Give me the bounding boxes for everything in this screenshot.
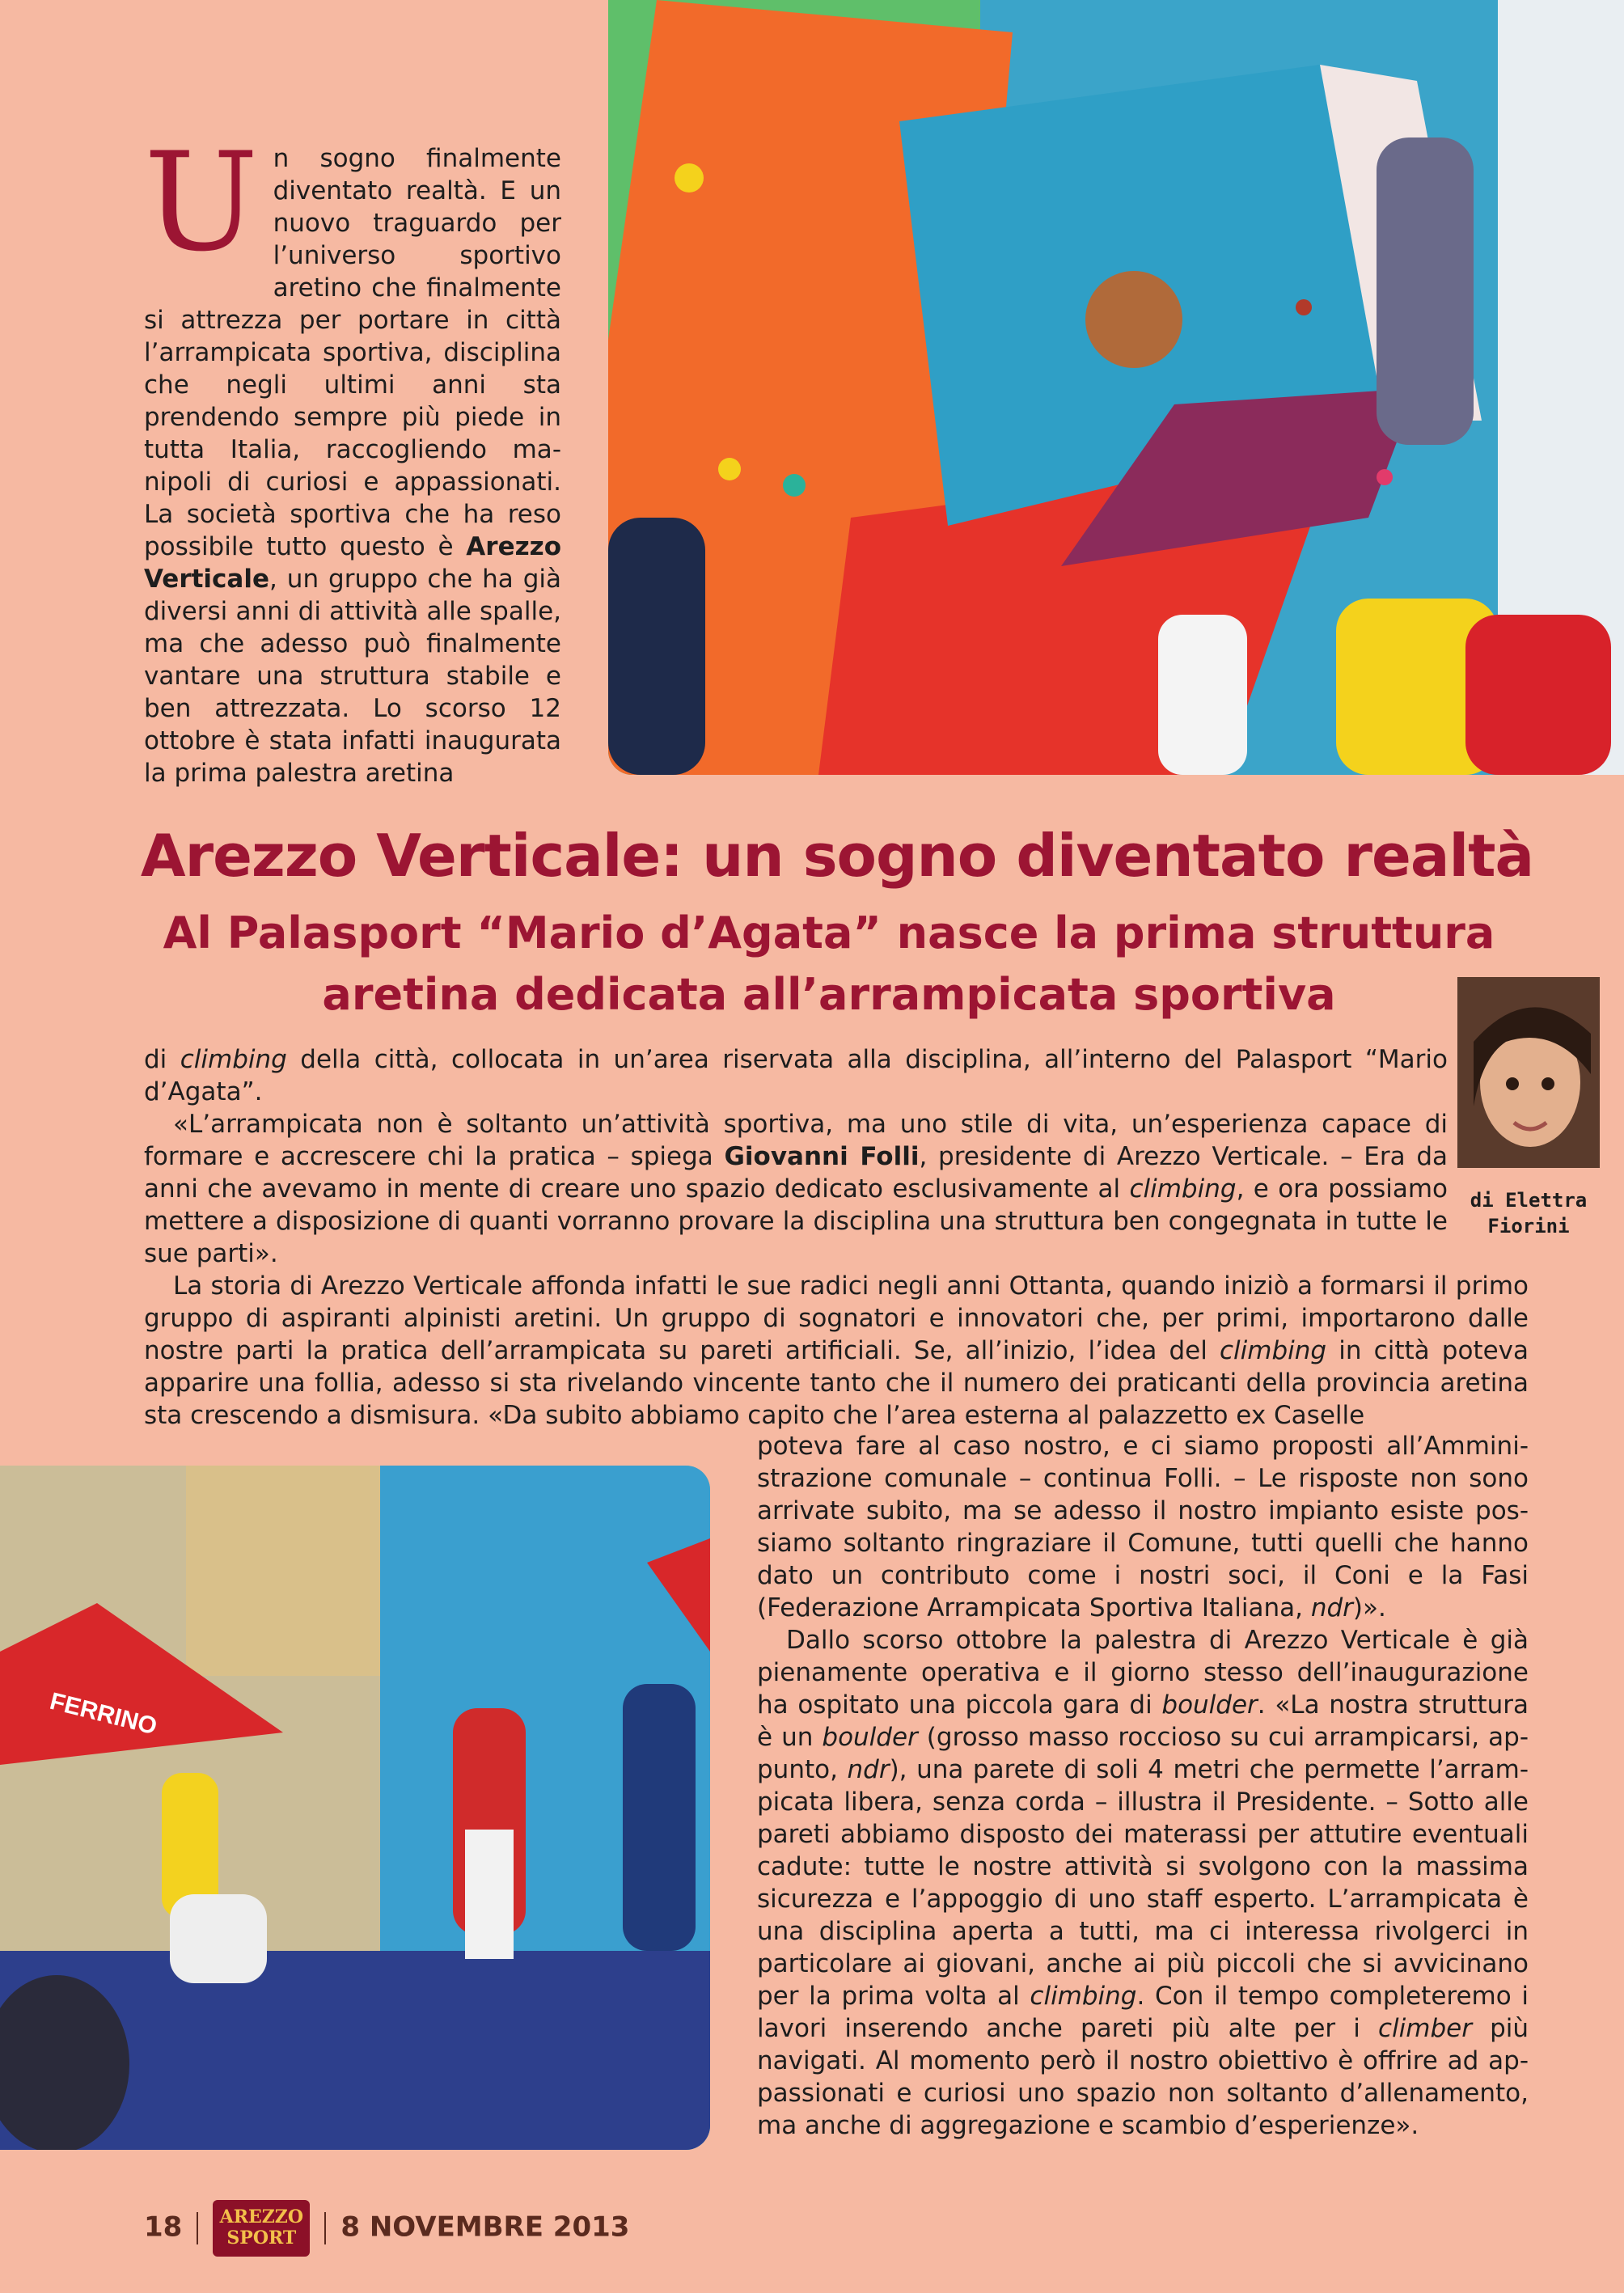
intro-text: n sogno finalmente diventato realtà. E un nuovo traguardo per l’universo sportivo aretino che finalmente si attrezza per portare in città l’arrampicata sportiva, disciplina che negli ultimi anni sta prendendo sempre più piede in tutta Italia, raccogliendo manipoli di curiosi e appassionati. La società sportiva che ha reso possibile tutto questo è [144, 144, 561, 561]
president-name: Giovanni Folli [724, 1142, 920, 1171]
footer-divider [324, 2212, 326, 2244]
text-run-italic: boulder [822, 1723, 918, 1752]
text-run-italic: climbing [180, 1045, 287, 1074]
body-text-block-3 [757, 1430, 1529, 2142]
byline [1448, 1187, 1609, 1239]
text-run-italic: ndr [1310, 1593, 1353, 1622]
drop-cap: U [144, 123, 259, 281]
body-text-block-1 [144, 1043, 1448, 1270]
subheadline [121, 903, 1537, 1026]
text-run: più navigati. Al momento però il nostro obiettivo è offrire ad appassionati e curiosi uno spazio non soltanto d’allenamento, ma anche di aggregazione e scambio d’esperienze». [757, 2014, 1529, 2140]
text-run: )». [1352, 1593, 1386, 1622]
paragraph-4 [757, 1430, 1529, 1624]
paragraph-2 [144, 1108, 1448, 1270]
subheadline-line-1: Al Palasport “Mario d’Agata” nasce la prima struttura [163, 907, 1495, 958]
text-run-italic: climbing [1129, 1174, 1237, 1204]
issue-date: 8 NOVEMBRE 2013 [340, 2211, 630, 2244]
text-run: La storia di Arezzo Verticale affonda infatti le sue radici negli anni Ottanta, quando iniziò a formarsi il primo gruppo di aspiranti alpinisti aretini. Un gruppo di sognatori e innovatori che, per primi, importarono dalle nostre parti la pratica dell’arrampicata su pareti artificiali. Se, all’inizio, l’idea del [144, 1271, 1529, 1365]
text-run: in città poteva apparire una follia, adesso si sta rivelando vincente tanto che il numero dei praticanti della provincia aretina sta crescendo a dismisura. «Da subito abbiamo capito che l’area esterna al palazzetto ex Caselle [144, 1336, 1529, 1430]
text-run-italic: ndr [847, 1755, 890, 1784]
text-run: . «La nostra struttura è un [757, 1690, 1529, 1752]
text-run-italic: climbing [1220, 1336, 1327, 1365]
inauguration-illustration [0, 1466, 710, 2150]
text-run-italic: climber [1377, 2014, 1472, 2043]
climbing-wall-photo [608, 0, 1624, 775]
logo-line-2: SPORT [226, 2227, 297, 2249]
magazine-logo [213, 2200, 310, 2257]
text-run: (grosso masso roccioso su cui arrampicarsi, appunto, [757, 1723, 1529, 1784]
text-run-italic: boulder [1161, 1690, 1258, 1720]
byline-line-2: Fiorini [1487, 1215, 1570, 1237]
subheadline-line-2: aretina dedicata all’arrampicata sportiva [322, 969, 1336, 1020]
climbing-wall-illustration [608, 0, 1624, 775]
page-number: 18 [144, 2211, 183, 2244]
body-text-block-2 [144, 1270, 1529, 1432]
inauguration-photo [0, 1466, 710, 2150]
logo-line-1: AREZZO [219, 2206, 304, 2227]
text-run: della città, collocata in un’area riservata alla disciplina, all’interno del Palasport “Mario d’Agata”. [144, 1045, 1448, 1106]
club-name: Arezzo Verticale [144, 532, 561, 594]
text-run: poteva fare al caso nostro, e ci siamo proposti all’Amministrazione comunale – continua Folli. – Le risposte non sono arrivate subito, ma se adesso il nostro impianto esiste possiamo soltanto ringraziare il Comune, tutti quelli che hanno dato un contributo come i nostri soci, il Coni e la Fasi (Federazione Arrampicata Sportiva Italiana, [757, 1432, 1529, 1622]
headline: Arezzo Verticale: un sogno diventato realtà [140, 822, 1534, 890]
author-portrait [1457, 977, 1600, 1168]
footer-divider [197, 2212, 198, 2244]
intro-column [144, 123, 561, 789]
text-run: «L’arrampicata non è soltanto un’attività sportiva, ma uno stile di vita, un’esperienza capace di formare e accrescere chi la pratica – spiega [144, 1110, 1448, 1171]
paragraph-5 [757, 1624, 1529, 2142]
text-run: Dallo scorso ottobre la palestra di Arezzo Verticale è già pienamente operativa e il giorno stesso dell’inaugurazione ha ospitato una piccola gara di [757, 1626, 1529, 1720]
text-run: ), una parete di soli 4 metri che permette l’arrampicata libera, senza corda – illustra il Presidente. – Sotto alle pareti abbiamo disposto dei materassi per attutire eventuali cadute: tutte le nostre attività si svolgono con la massima sicurezza e l’appoggio di uno staff esperto. L’arrampicata è una disciplina aperta a tutti, ma ci interessa rivolgerci in particolare ai giovani, anche ai più piccoli che si avvicinano per la prima volta al [757, 1755, 1529, 2011]
byline-line-1: di Elettra [1470, 1189, 1588, 1212]
paragraph-1 [144, 1043, 1448, 1108]
tent-brand-text: FERRINO [47, 1687, 160, 1741]
intro-text-rest: , un gruppo che ha già diversi anni di attività alle spalle, ma che adesso può finalmente vantare una struttura stabile e ben attrezzata. Lo scorso 12 ottobre è stata infatti inaugurata la prima palestra aretina [144, 565, 561, 788]
text-run: . Con il tempo completeremo i lavori inserendo anche pareti più alte per i [757, 1982, 1529, 2043]
text-run-italic: climbing [1030, 1982, 1137, 2011]
page-footer [144, 2200, 629, 2249]
author-portrait-illustration [1457, 977, 1600, 1168]
text-run: , presidente di Arezzo Verticale. – Era da anni che avevamo in mente di creare uno spazio dedicato esclusivamente al [144, 1142, 1448, 1204]
paragraph-3 [144, 1270, 1529, 1432]
text-run: , e ora possiamo mettere a disposizione di quanti vorranno provare la disciplina una struttura ben congegnata in tutte le sue parti». [144, 1174, 1448, 1268]
text-run: di [144, 1045, 180, 1074]
